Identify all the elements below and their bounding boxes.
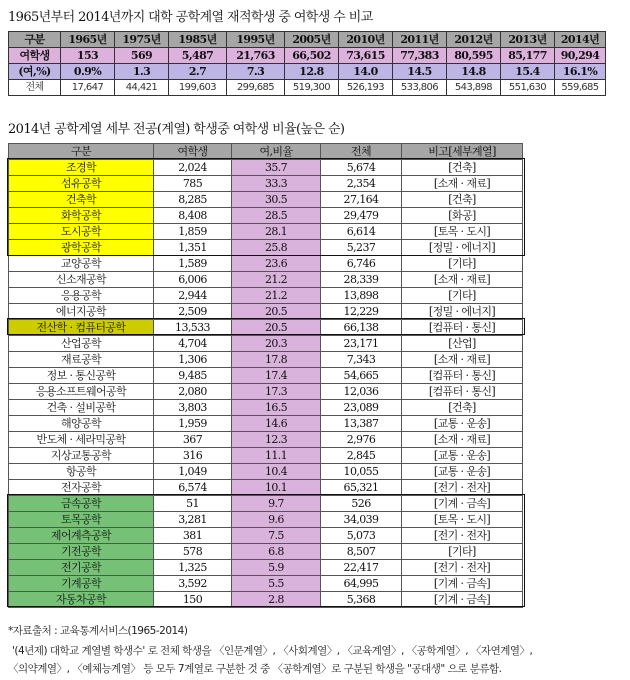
- total-count-cell: 12,229: [321, 304, 402, 320]
- value-cell: 66,502: [285, 48, 339, 64]
- field-group-cell: [전기 · 전자]: [402, 480, 523, 496]
- table-row: [9, 560, 523, 576]
- value-cell: 14.0: [339, 64, 393, 80]
- header-cell: 2012년: [447, 32, 501, 48]
- table-row: [9, 496, 523, 512]
- table-row: [9, 192, 523, 208]
- value-cell: 14.5: [393, 64, 447, 80]
- female-count-cell: 3,592: [154, 576, 232, 592]
- female-count-cell: 9,485: [154, 368, 232, 384]
- female-count-cell: 3,803: [154, 400, 232, 416]
- female-count-cell: 1,959: [154, 416, 232, 432]
- source-note: *자료출처 : 교육통계서비스(1965-2014): [8, 625, 188, 637]
- female-count-cell: 1,049: [154, 464, 232, 480]
- total-count-cell: 5,073: [321, 528, 402, 544]
- definition-note-line1: '(4년제) 대학교 계열별 학생수' 로 전체 학생을 〈인문계열〉, 〈사회계열〉, 〈교육계열〉, 〈공학계열〉, 〈자연계열〉,: [12, 645, 533, 657]
- table-row: [9, 384, 523, 400]
- row-label: 여학생: [9, 48, 61, 64]
- value-cell: 14.8: [447, 64, 501, 80]
- value-cell: 90,294: [555, 48, 606, 64]
- table-row: [9, 208, 523, 224]
- table-row: [9, 416, 523, 432]
- female-ratio-cell: 10.4: [232, 464, 321, 480]
- female-ratio-cell: 5.9: [232, 560, 321, 576]
- header-cell: 구분: [9, 144, 154, 160]
- major-name-cell: 토목공학: [9, 512, 154, 528]
- value-cell: 526,193: [339, 80, 393, 96]
- table-row: [9, 160, 523, 176]
- value-cell: 299,685: [227, 80, 285, 96]
- table-row: [9, 352, 523, 368]
- field-group-cell: [교통 · 운송]: [402, 416, 523, 432]
- value-cell: 199,603: [169, 80, 227, 96]
- total-count-cell: 66,138: [321, 320, 402, 336]
- value-cell: 559,685: [555, 80, 606, 96]
- female-ratio-cell: 30.5: [232, 192, 321, 208]
- total-count-cell: 12,036: [321, 384, 402, 400]
- total-count-cell: 5,674: [321, 160, 402, 176]
- female-count-cell: 367: [154, 432, 232, 448]
- total-count-cell: 2,845: [321, 448, 402, 464]
- total-count-cell: 23,089: [321, 400, 402, 416]
- field-group-cell: [정밀 · 에너지]: [402, 304, 523, 320]
- female-count-cell: 6,006: [154, 272, 232, 288]
- female-count-cell: 785: [154, 176, 232, 192]
- header-cell: 1975년: [115, 32, 169, 48]
- female-ratio-cell: 6.8: [232, 544, 321, 560]
- major-name-cell: 해양공학: [9, 416, 154, 432]
- header-cell: 비고[세부계열]: [402, 144, 523, 160]
- value-cell: 7.3: [227, 64, 285, 80]
- major-female-ratio-table: [8, 143, 523, 608]
- total-count-cell: 2,976: [321, 432, 402, 448]
- female-ratio-cell: 9.6: [232, 512, 321, 528]
- major-name-cell: 지상교통공학: [9, 448, 154, 464]
- value-cell: 2.7: [169, 64, 227, 80]
- total-count-cell: 29,479: [321, 208, 402, 224]
- female-ratio-cell: 11.1: [232, 448, 321, 464]
- total-count-cell: 54,665: [321, 368, 402, 384]
- table-row: [9, 224, 523, 240]
- table-row: [9, 368, 523, 384]
- female-count-cell: 2,080: [154, 384, 232, 400]
- table-row: [9, 512, 523, 528]
- female-count-cell: 316: [154, 448, 232, 464]
- major-name-cell: 건축 · 설비공학: [9, 400, 154, 416]
- major-name-cell: 신소재공학: [9, 272, 154, 288]
- field-group-cell: [소재 · 재료]: [402, 352, 523, 368]
- female-ratio-cell: 7.5: [232, 528, 321, 544]
- field-group-cell: [컴퓨터 · 통신]: [402, 384, 523, 400]
- header-cell: 1995년: [227, 32, 285, 48]
- total-count-cell: 10,055: [321, 464, 402, 480]
- female-ratio-cell: 14.6: [232, 416, 321, 432]
- female-count-cell: 2,024: [154, 160, 232, 176]
- header-cell: 2013년: [501, 32, 555, 48]
- table-row: [9, 592, 523, 608]
- female-ratio-cell: 17.8: [232, 352, 321, 368]
- female-count-cell: 2,944: [154, 288, 232, 304]
- major-name-cell: 전기공학: [9, 560, 154, 576]
- female-count-cell: 8,285: [154, 192, 232, 208]
- field-group-cell: [교통 · 운송]: [402, 464, 523, 480]
- field-group-cell: [건축]: [402, 400, 523, 416]
- major-name-cell: 기전공학: [9, 544, 154, 560]
- female-ratio-cell: 2.8: [232, 592, 321, 608]
- table-row: [9, 336, 523, 352]
- total-count-cell: 23,171: [321, 336, 402, 352]
- field-group-cell: [소재 · 재료]: [402, 176, 523, 192]
- female-count-cell: 13,533: [154, 320, 232, 336]
- total-count-cell: 65,321: [321, 480, 402, 496]
- value-cell: 12.8: [285, 64, 339, 80]
- female-count-cell: 3,281: [154, 512, 232, 528]
- major-name-cell: 자동차공학: [9, 592, 154, 608]
- value-cell: 543,898: [447, 80, 501, 96]
- header-cell: 1965년: [61, 32, 115, 48]
- female-ratio-cell: 5.5: [232, 576, 321, 592]
- table-row: [9, 400, 523, 416]
- major-name-cell: 산업공학: [9, 336, 154, 352]
- table-row: [9, 320, 523, 336]
- value-cell: 569: [115, 48, 169, 64]
- total-count-cell: 13,898: [321, 288, 402, 304]
- major-name-cell: 도시공학: [9, 224, 154, 240]
- female-ratio-cell: 23.6: [232, 256, 321, 272]
- female-ratio-cell: 28.1: [232, 224, 321, 240]
- field-group-cell: [소재 · 재료]: [402, 432, 523, 448]
- major-name-cell: 금속공학: [9, 496, 154, 512]
- female-ratio-cell: 17.3: [232, 384, 321, 400]
- female-count-cell: 4,704: [154, 336, 232, 352]
- total-count-cell: 2,354: [321, 176, 402, 192]
- value-cell: 73,615: [339, 48, 393, 64]
- female-count-row: [9, 48, 606, 64]
- women-students-by-year-table: [8, 31, 606, 96]
- female-count-cell: 1,351: [154, 240, 232, 256]
- value-cell: 44,421: [115, 80, 169, 96]
- major-name-cell: 항공학: [9, 464, 154, 480]
- value-cell: 85,177: [501, 48, 555, 64]
- table-row: [9, 576, 523, 592]
- header-cell: 2014년: [555, 32, 606, 48]
- female-ratio-cell: 21.2: [232, 288, 321, 304]
- table-row: [9, 528, 523, 544]
- female-count-cell: 1,306: [154, 352, 232, 368]
- value-cell: 551,630: [501, 80, 555, 96]
- field-group-cell: [산업]: [402, 336, 523, 352]
- header-cell: 전체: [321, 144, 402, 160]
- major-name-cell: 전산학 · 컴퓨터공학: [9, 320, 154, 336]
- female-count-cell: 1,859: [154, 224, 232, 240]
- table1-title: 1965년부터 2014년까지 대학 공학계열 재적학생 중 여학생 수 비교: [8, 10, 373, 25]
- female-ratio-cell: 28.5: [232, 208, 321, 224]
- field-group-cell: [전기 · 전자]: [402, 560, 523, 576]
- major-name-cell: 건축학: [9, 192, 154, 208]
- field-group-cell: [기계 · 금속]: [402, 592, 523, 608]
- value-cell: 15.4: [501, 64, 555, 80]
- table1-header-row: [9, 32, 606, 48]
- total-count-cell: 8,507: [321, 544, 402, 560]
- female-count-cell: 1,589: [154, 256, 232, 272]
- value-cell: 533,806: [393, 80, 447, 96]
- value-cell: 5,487: [169, 48, 227, 64]
- value-cell: 519,300: [285, 80, 339, 96]
- field-group-cell: [건축]: [402, 160, 523, 176]
- row-label: (여,%): [9, 64, 61, 80]
- table-row: [9, 480, 523, 496]
- major-name-cell: 전자공학: [9, 480, 154, 496]
- female-ratio-cell: 10.1: [232, 480, 321, 496]
- field-group-cell: [교통 · 운송]: [402, 448, 523, 464]
- major-name-cell: 응용소프트웨어공학: [9, 384, 154, 400]
- field-group-cell: [전기 · 전자]: [402, 528, 523, 544]
- value-cell: 80,595: [447, 48, 501, 64]
- header-cell: 여학생: [154, 144, 232, 160]
- field-group-cell: [컴퓨터 · 통신]: [402, 320, 523, 336]
- major-name-cell: 화학공학: [9, 208, 154, 224]
- total-count-cell: 6,746: [321, 256, 402, 272]
- table2-title: 2014년 공학계열 세부 전공(계열) 학생중 여학생 비율(높은 순): [8, 122, 345, 137]
- table-row: [9, 288, 523, 304]
- value-cell: 0.9%: [61, 64, 115, 80]
- header-cell: 2005년: [285, 32, 339, 48]
- table-row: [9, 176, 523, 192]
- table-row: [9, 272, 523, 288]
- total-count-cell: 6,614: [321, 224, 402, 240]
- major-name-cell: 에너지공학: [9, 304, 154, 320]
- definition-note-line2: 〈의약계열〉, 〈예체능계열〉 등 모두 7계열로 구분한 것 중 〈공학계열〉로 구분된 학생을 "공대생" 으로 분류함.: [8, 663, 502, 675]
- total-count-cell: 34,039: [321, 512, 402, 528]
- table-row: [9, 448, 523, 464]
- total-count-cell: 28,339: [321, 272, 402, 288]
- female-count-cell: 51: [154, 496, 232, 512]
- field-group-cell: [토목 · 도시]: [402, 512, 523, 528]
- female-ratio-cell: 21.2: [232, 272, 321, 288]
- field-group-cell: [컴퓨터 · 통신]: [402, 368, 523, 384]
- major-name-cell: 조경학: [9, 160, 154, 176]
- field-group-cell: [기계 · 금속]: [402, 496, 523, 512]
- value-cell: 17,647: [61, 80, 115, 96]
- total-count-cell: 7,343: [321, 352, 402, 368]
- table-row: [9, 256, 523, 272]
- field-group-cell: [기타]: [402, 288, 523, 304]
- header-cell: 1985년: [169, 32, 227, 48]
- field-group-cell: [기계 · 금속]: [402, 576, 523, 592]
- table2-header-row: [9, 144, 523, 160]
- total-count-cell: 27,164: [321, 192, 402, 208]
- major-name-cell: 재료공학: [9, 352, 154, 368]
- female-ratio-cell: 20.3: [232, 336, 321, 352]
- total-count-cell: 13,387: [321, 416, 402, 432]
- major-name-cell: 교양공학: [9, 256, 154, 272]
- table-row: [9, 432, 523, 448]
- major-name-cell: 섬유공학: [9, 176, 154, 192]
- female-ratio-cell: 12.3: [232, 432, 321, 448]
- table-row: [9, 544, 523, 560]
- total-count-cell: 526: [321, 496, 402, 512]
- female-count-cell: 6,574: [154, 480, 232, 496]
- value-cell: 1.3: [115, 64, 169, 80]
- total-count-cell: 64,995: [321, 576, 402, 592]
- field-group-cell: [건축]: [402, 192, 523, 208]
- major-name-cell: 응용공학: [9, 288, 154, 304]
- value-cell: 153: [61, 48, 115, 64]
- field-group-cell: [토목 · 도시]: [402, 224, 523, 240]
- female-ratio-cell: 20.5: [232, 304, 321, 320]
- total-count-cell: 5,237: [321, 240, 402, 256]
- female-ratio-cell: 35.7: [232, 160, 321, 176]
- female-ratio-cell: 16.5: [232, 400, 321, 416]
- major-name-cell: 반도체 · 세라믹공학: [9, 432, 154, 448]
- female-ratio-cell: 9.7: [232, 496, 321, 512]
- field-group-cell: [소재 · 재료]: [402, 272, 523, 288]
- header-cell: 구분: [9, 32, 61, 48]
- female-ratio-cell: 17.4: [232, 368, 321, 384]
- major-name-cell: 기계공학: [9, 576, 154, 592]
- header-cell: 2010년: [339, 32, 393, 48]
- female-count-cell: 150: [154, 592, 232, 608]
- value-cell: 16.1%: [555, 64, 606, 80]
- header-cell: 2011년: [393, 32, 447, 48]
- row-label: 전체: [9, 80, 61, 96]
- female-count-cell: 2,509: [154, 304, 232, 320]
- female-ratio-cell: 20.5: [232, 320, 321, 336]
- total-count-cell: 5,368: [321, 592, 402, 608]
- field-group-cell: [정밀 · 에너지]: [402, 240, 523, 256]
- female-ratio-cell: 33.3: [232, 176, 321, 192]
- female-count-cell: 578: [154, 544, 232, 560]
- major-name-cell: 정보 · 통신공학: [9, 368, 154, 384]
- total-row: [9, 80, 606, 96]
- value-cell: 21,763: [227, 48, 285, 64]
- female-count-cell: 8,408: [154, 208, 232, 224]
- female-ratio-cell: 25.8: [232, 240, 321, 256]
- table-row: [9, 240, 523, 256]
- major-name-cell: 광학공학: [9, 240, 154, 256]
- female-count-cell: 381: [154, 528, 232, 544]
- field-group-cell: [기타]: [402, 544, 523, 560]
- female-percent-row: [9, 64, 606, 80]
- value-cell: 77,383: [393, 48, 447, 64]
- header-cell: 여,비율: [232, 144, 321, 160]
- field-group-cell: [화공]: [402, 208, 523, 224]
- major-name-cell: 제어계측공학: [9, 528, 154, 544]
- female-count-cell: 1,325: [154, 560, 232, 576]
- field-group-cell: [기타]: [402, 256, 523, 272]
- table-row: [9, 304, 523, 320]
- table-row: [9, 464, 523, 480]
- total-count-cell: 22,417: [321, 560, 402, 576]
